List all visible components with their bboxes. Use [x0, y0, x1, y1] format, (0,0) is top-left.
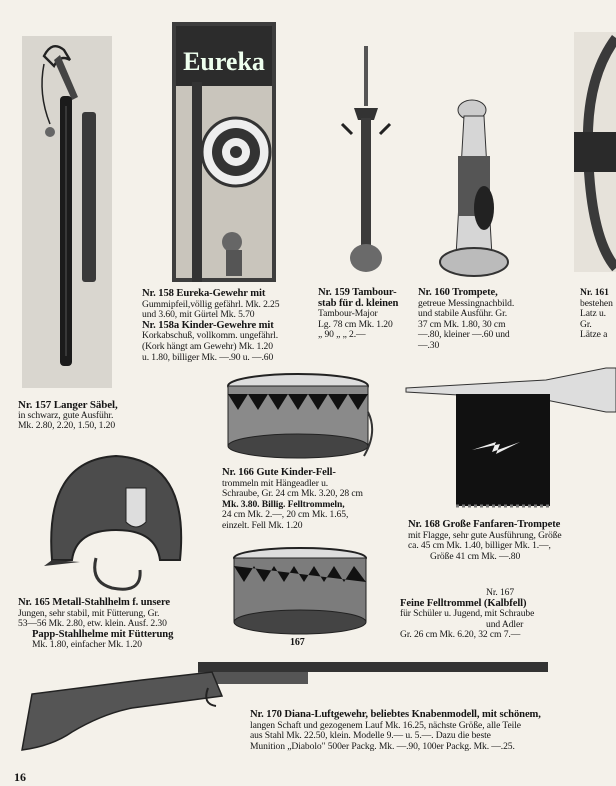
caption-161-line: Lätze a	[580, 329, 608, 341]
caption-160-line: 37 cm Mk. 1.80, 30 cm	[418, 318, 506, 330]
caption-158-line: Gummipfeil,völlig gefährl. Mk. 2.25	[142, 298, 280, 310]
caption-161-line: bestehen	[580, 297, 613, 309]
caption-157-line: Nr. 157 Langer Säbel,	[18, 399, 118, 411]
caption-170-line: aus Stahl Mk. 22.50, klein. Modelle 9.— u. 5.—. Dazu die beste	[250, 730, 491, 742]
caption-158	[142, 289, 302, 363]
caption-170-line: Nr. 170 Diana-Luftgewehr, beliebtes Knabenmodell, mit schönem,	[250, 709, 541, 720]
caption-159-line: stab für d. kleinen	[318, 297, 399, 309]
caption-157-line: in schwarz, gute Ausführ.	[18, 409, 114, 421]
caption-160-line: Nr. 160 Trompete,	[418, 287, 498, 298]
long-sabre-image	[22, 36, 112, 388]
caption-167-label	[290, 638, 305, 649]
caption-170-line: langen Schaft und gezogenem Lauf Mk. 16.25, nächste Größe, alle Teile	[250, 719, 521, 731]
eureka-gun-image	[172, 22, 276, 282]
caption-167-line: und Adler	[486, 618, 524, 630]
caption-166-line: einzelt. Fell Mk. 1.20	[222, 519, 303, 531]
caption-161-line: Nr. 161	[580, 288, 609, 298]
caption-166-line: Mk. 3.80. Billig. Felltrommeln,	[222, 498, 345, 510]
trumpet-image	[438, 96, 520, 280]
caption-158a-line: u. 1.80, billiger Mk. —.90 u. —.60	[142, 351, 274, 363]
caption-160	[418, 288, 558, 352]
caption-157	[18, 400, 168, 432]
caption-168-line: mit Flagge, sehr gute Ausführung, Größe	[408, 529, 562, 541]
caption-159-line: „ 90 „ „ 2.—	[318, 329, 366, 341]
caption-160-line: —.30	[418, 339, 440, 351]
drum-major-staff-image	[338, 46, 394, 278]
caption-158a-line: Korkabschuß, vollkomm. ungefährl.	[142, 330, 279, 342]
caption-165	[18, 598, 218, 651]
caption-159-line: Lg. 78 cm Mk. 1.20	[318, 318, 393, 330]
caption-166-line: Nr. 166 Gute Kinder-Fell-	[222, 467, 336, 478]
caption-167	[400, 588, 608, 641]
caption-158-line: Nr. 158 Eureka-Gewehr mit	[142, 288, 266, 299]
caption-161-line: Latz u.	[580, 308, 606, 320]
caption-161	[580, 288, 616, 341]
caption-161-line: Gr.	[580, 318, 592, 330]
page-number: 16	[14, 770, 26, 784]
drum-167-number: 167	[290, 637, 305, 648]
caption-166-line: Schraube, Gr. 24 cm Mk. 3.20, 28 cm	[222, 488, 363, 500]
caption-167-line: für Schüler u. Jugend, mit Schraube	[400, 608, 535, 620]
caption-166-line: trommeln mit Hängeadler u.	[222, 477, 329, 489]
metal-helmet-image	[36, 448, 196, 596]
caption-159-line: Nr. 159 Tambour-	[318, 287, 397, 298]
caption-160-line: —.80, kleiner —.60 und	[418, 329, 510, 341]
caption-158-line: und 3.60, mit Gürtel Mk. 5.70	[142, 309, 255, 321]
caption-165-line: 53—56 Mk. 2.80, etw. klein. Ausf. 2.30	[18, 618, 167, 630]
caption-166	[222, 468, 392, 532]
caption-158a-line: Nr. 158a Kinder-Gewehre mit	[142, 319, 274, 331]
svg-text:Eureka: Eureka	[183, 47, 265, 76]
caption-167-line: Nr. 167	[486, 587, 515, 598]
caption-159-line: Tambour-Major	[318, 308, 378, 320]
caption-168-line: Nr. 168 Große Fanfaren-Trompete	[408, 519, 561, 530]
fanfare-trumpet-image	[402, 362, 616, 512]
caption-168-line: ca. 45 cm Mk. 1.40, billiger Mk. 1.—,	[408, 540, 551, 552]
caption-167-line: Gr. 26 cm Mk. 6.20, 32 cm 7.—	[400, 629, 521, 641]
caption-170-line: Munition „Diabolo" 500er Packg. Mk. —.90, 100er Packg. Mk. —.25.	[250, 740, 515, 752]
caption-159	[318, 288, 418, 341]
caption-165-line: Papp-Stahlhelme mit Fütterung	[32, 628, 174, 640]
caption-160-line: und stabile Ausführ. Gr.	[418, 308, 508, 320]
caption-170	[250, 710, 590, 752]
caption-165-line: Nr. 165 Metall-Stahlhelm f. unsere	[18, 597, 170, 608]
caption-165-line: Mk. 1.80, einfacher Mk. 1.20	[32, 639, 142, 651]
caption-160-line: getreue Messingnachbild.	[418, 297, 515, 309]
caption-165-line: Jungen, sehr stabil, mit Fütterung, Gr.	[18, 607, 160, 619]
caption-168-line: Größe 41 cm Mk. —.80	[430, 550, 521, 562]
caption-157-line: Mk. 2.80, 2.20, 1.50, 1.20	[18, 420, 116, 432]
item-161-image	[574, 32, 616, 272]
drum-166-image	[222, 372, 378, 468]
caption-168	[408, 520, 616, 562]
caption-167-line: Feine Felltrommel (Kalbfell)	[400, 597, 527, 609]
caption-158a-line: (Kork hängt am Gewehr) Mk. 1.20	[142, 340, 273, 352]
caption-166-line: 24 cm Mk. 2.—, 20 cm Mk. 1.65,	[222, 509, 349, 521]
drum-167-image	[228, 546, 374, 640]
